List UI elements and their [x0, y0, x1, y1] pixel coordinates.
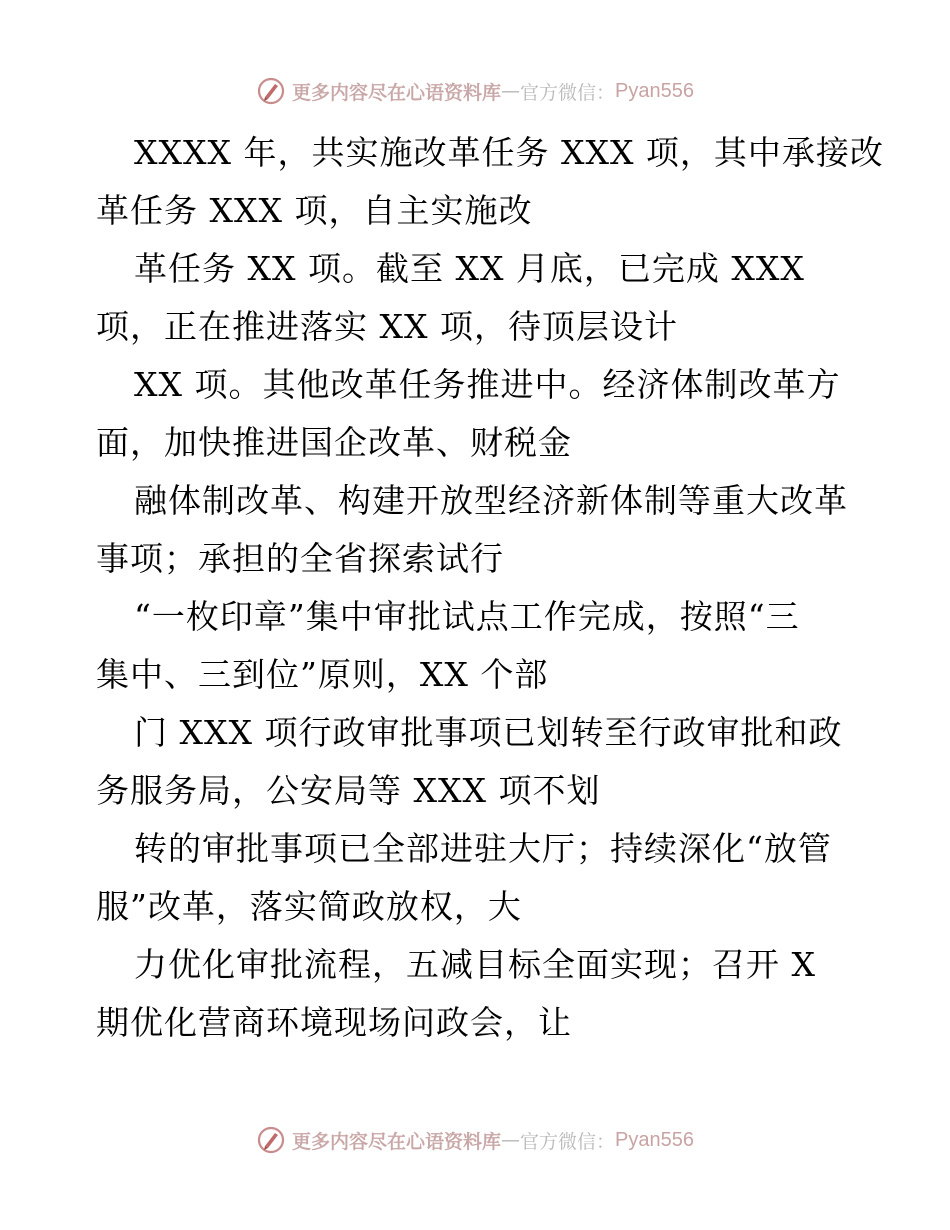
banner-main-text: 更多内容尽在心语资料库 [292, 1130, 502, 1153]
header-banner [0, 71, 950, 111]
banner-wechat-id: Pyan556 [615, 1128, 694, 1151]
pen-logo-icon [256, 1125, 286, 1155]
text-line: 服”改革，落实简政放权，大 [96, 887, 522, 926]
text-line: 力优化审批流程，五减目标全面实现；召开 X [134, 945, 816, 984]
pen-logo-icon [256, 76, 286, 106]
banner-wechat-label: 官方微信： [520, 1130, 616, 1153]
banner-main-text: 更多内容尽在心语资料库 [292, 81, 502, 104]
text-line: 务服务局，公安局等 XXX 项不划 [96, 771, 601, 810]
text-line: 转的审批事项已全部进驻大厅；持续深化“放管 [134, 829, 832, 868]
document-body [96, 124, 884, 1052]
text-line: 期优化营商环境现场问政会，让 [96, 1003, 572, 1042]
text-line: 项，正在推进落实 XX 项，待顶层设计 [96, 307, 678, 346]
banner-wechat-label: 官方微信： [520, 81, 616, 104]
text-line: XXXX 年，共实施改革任务 XXX 项，其中承接改 [134, 133, 884, 172]
banner-wechat-id: Pyan556 [615, 79, 694, 102]
banner-text [292, 1127, 694, 1154]
text-line: 事项；承担的全省探索试行 [96, 539, 504, 578]
text-line: “一枚印章”集中审批试点工作完成，按照“三 [134, 597, 800, 636]
text-line: 融体制改革、构建开放型经济新体制等重大改革 [134, 481, 848, 520]
text-line: 门 XXX 项行政审批事项已划转至行政审批和政 [134, 713, 843, 752]
banner-text [292, 78, 694, 105]
text-line: 面，加快推进国企改革、财税金 [96, 423, 572, 462]
text-line: 革任务 XX 项。截至 XX 月底，已完成 XXX [134, 249, 805, 288]
footer-banner [0, 1120, 950, 1160]
banner-separator: — [501, 80, 521, 102]
banner-separator: — [501, 1129, 521, 1151]
text-line: 革任务 XXX 项，自主实施改 [96, 191, 533, 230]
text-line: XX 项。其他改革任务推进中。经济体制改革方 [134, 365, 841, 404]
text-line: 集中、三到位”原则，XX 个部 [96, 655, 549, 694]
